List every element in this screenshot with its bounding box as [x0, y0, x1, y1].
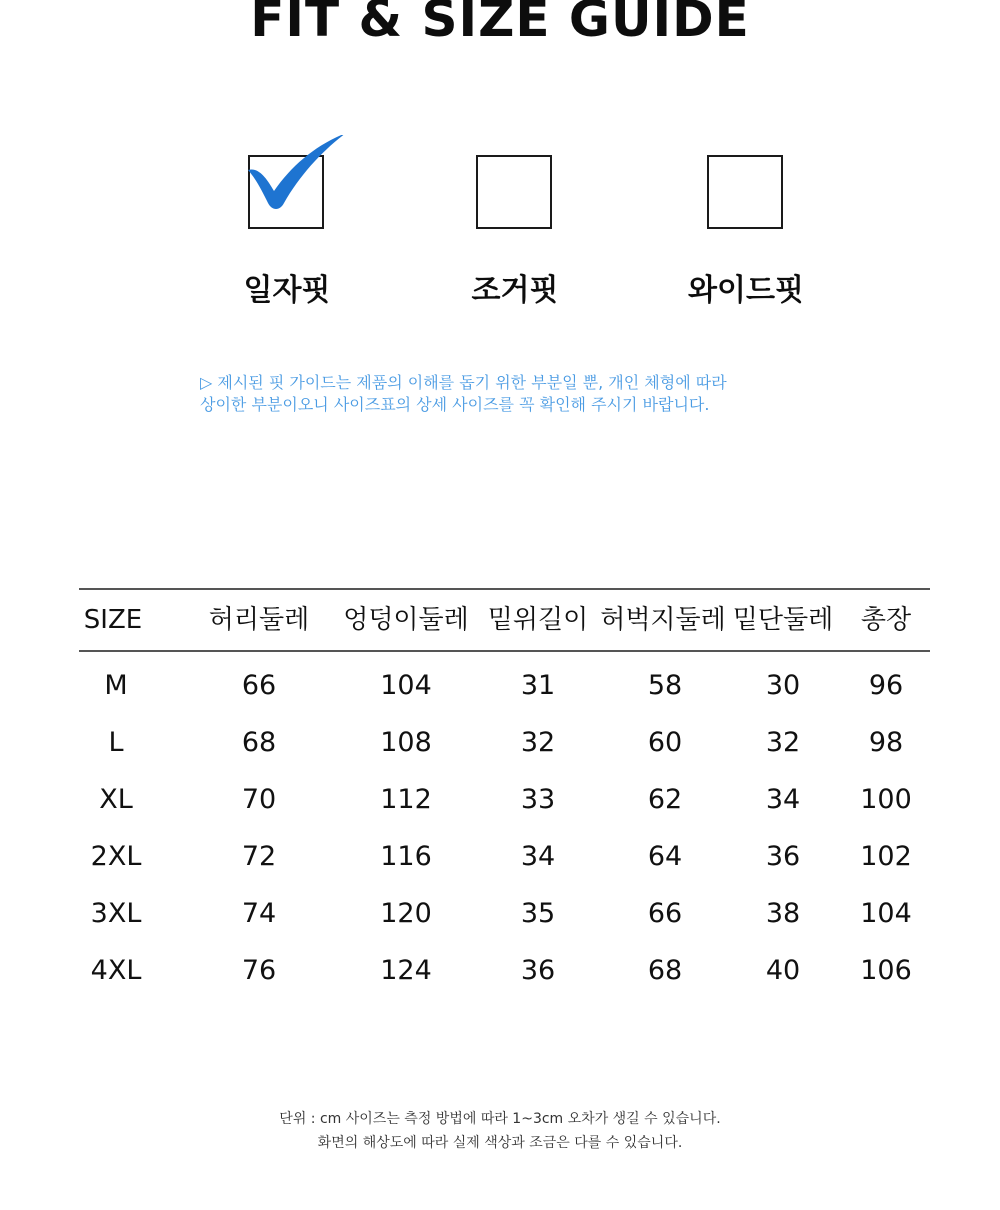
header-waist: 허리둘레 — [208, 605, 310, 635]
cell-hip: 116 — [380, 841, 432, 872]
cell-length: 98 — [868, 727, 904, 758]
cell-size: L — [108, 727, 124, 758]
cell-waist: 72 — [241, 841, 277, 872]
cell-hem: 34 — [765, 784, 801, 815]
cell-thigh: 68 — [647, 955, 683, 986]
cell-hem: 38 — [765, 898, 801, 929]
cell-size: M — [104, 670, 128, 701]
cell-length: 96 — [868, 670, 904, 701]
fit-label-wide: 와이드핏 — [688, 273, 804, 308]
cell-rise: 35 — [520, 898, 556, 929]
fit-notice-line-2: 상이한 부분이오니 사이즈표의 상세 사이즈를 꼭 확인해 주시기 바랍니다. — [200, 395, 710, 414]
header-hem: 밑단둘레 — [732, 605, 834, 635]
header-rise: 밑위길이 — [487, 605, 589, 635]
cell-size: 3XL — [90, 898, 142, 929]
footer-note-1: 단위 : cm 사이즈는 측정 방법에 따라 1~3cm 오차가 생길 수 있습니다. — [279, 1111, 721, 1127]
fit-label-straight: 일자핏 — [243, 273, 331, 308]
cell-hem: 32 — [765, 727, 801, 758]
fit-checkbox-jogger — [476, 155, 552, 229]
fit-notice-line-1: ▷ 제시된 핏 가이드는 제품의 이해를 돕기 위한 부분일 뿐, 개인 체형에 따라 — [200, 373, 727, 392]
cell-size: 4XL — [90, 955, 142, 986]
table-top-rule — [79, 588, 930, 590]
cell-length: 100 — [860, 784, 912, 815]
cell-hip: 124 — [380, 955, 432, 986]
cell-rise: 36 — [520, 955, 556, 986]
cell-hip: 112 — [380, 784, 432, 815]
header-size: SIZE — [83, 605, 143, 635]
cell-hem: 30 — [765, 670, 801, 701]
cell-hip: 108 — [380, 727, 432, 758]
cell-waist: 66 — [241, 670, 277, 701]
cell-rise: 32 — [520, 727, 556, 758]
cell-length: 104 — [860, 898, 912, 929]
cell-waist: 76 — [241, 955, 277, 986]
cell-waist: 68 — [241, 727, 277, 758]
header-length: 총장 — [860, 605, 912, 635]
cell-thigh: 58 — [647, 670, 683, 701]
cell-length: 102 — [860, 841, 912, 872]
cell-thigh: 66 — [647, 898, 683, 929]
cell-hip: 120 — [380, 898, 432, 929]
cell-rise: 31 — [520, 670, 556, 701]
cell-waist: 74 — [241, 898, 277, 929]
footer-note-2: 화면의 해상도에 따라 실제 색상과 조금은 다를 수 있습니다. — [317, 1135, 683, 1151]
header-hip: 엉덩이둘레 — [343, 605, 469, 635]
table-header-rule — [79, 650, 930, 652]
cell-size: 2XL — [90, 841, 142, 872]
fit-label-jogger: 조거핏 — [471, 273, 559, 308]
cell-size: XL — [99, 784, 133, 815]
header-thigh: 허벅지둘레 — [600, 605, 726, 635]
cell-hip: 104 — [380, 670, 432, 701]
fit-checkbox-wide — [707, 155, 783, 229]
cell-waist: 70 — [241, 784, 277, 815]
fit-notice — [200, 372, 840, 416]
cell-rise: 34 — [520, 841, 556, 872]
cell-thigh: 64 — [647, 841, 683, 872]
cell-rise: 33 — [520, 784, 556, 815]
cell-thigh: 60 — [647, 727, 683, 758]
cell-hem: 40 — [765, 955, 801, 986]
cell-thigh: 62 — [647, 784, 683, 815]
page-title: FIT & SIZE GUIDE — [250, 0, 750, 48]
cell-length: 106 — [860, 955, 912, 986]
cell-hem: 36 — [765, 841, 801, 872]
check-icon — [244, 135, 348, 215]
